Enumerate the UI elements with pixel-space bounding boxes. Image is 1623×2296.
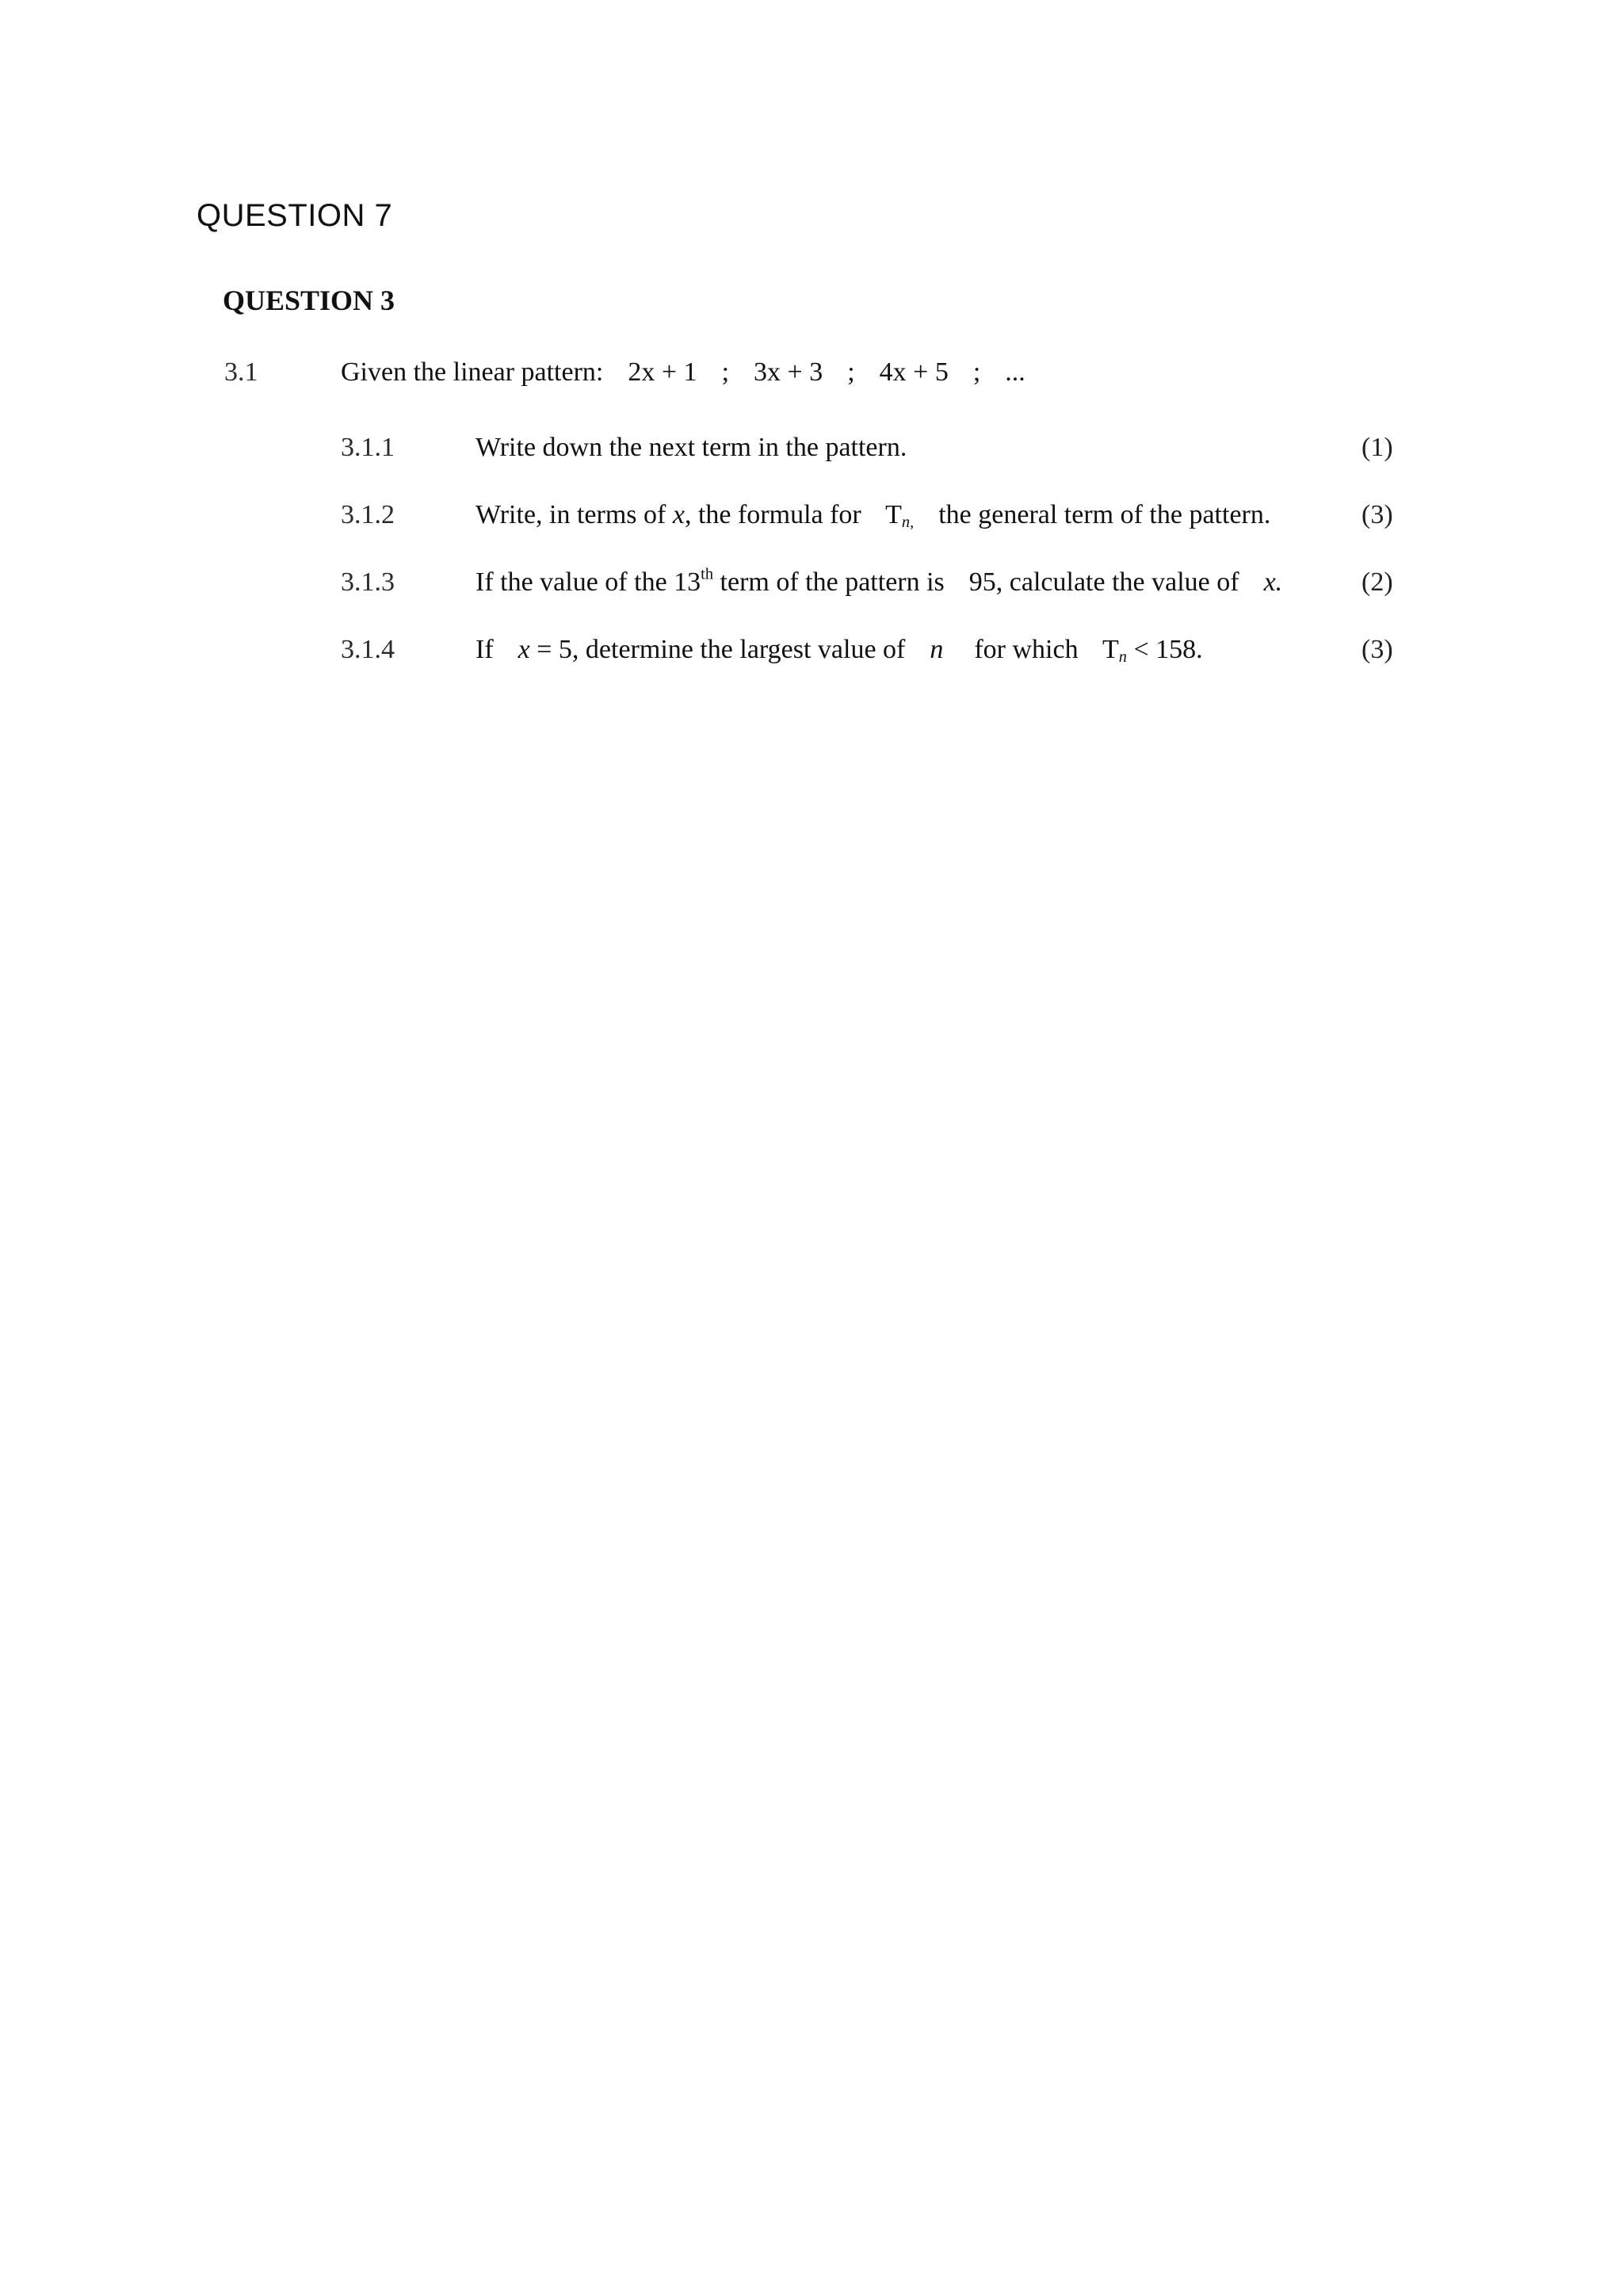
text-segment: = 5, determine the largest value of bbox=[537, 635, 906, 664]
term-symbol: T bbox=[1102, 635, 1119, 664]
subquestion-number: 3.1.1 bbox=[341, 433, 395, 462]
text-segment: , the formula for bbox=[684, 500, 861, 529]
subquestion-number: 3.1.2 bbox=[341, 500, 395, 529]
subquestion-text: Write down the next term in the pattern. bbox=[475, 433, 907, 462]
subquestion-number: 3.1.3 bbox=[341, 567, 395, 597]
pattern-separator: ; bbox=[721, 357, 730, 387]
pattern-ellipsis: ... bbox=[1005, 357, 1025, 387]
general-term-symbol bbox=[1102, 635, 1127, 667]
ordinal-superscript: th bbox=[701, 565, 714, 583]
text-segment: term of the pattern is bbox=[720, 567, 945, 597]
marks-label: (2) bbox=[1361, 567, 1393, 597]
page-heading: QUESTION 7 bbox=[197, 198, 393, 233]
question-item-3-1 bbox=[0, 355, 1623, 395]
term-subscript: n bbox=[1118, 648, 1127, 667]
variable-n: n bbox=[930, 635, 944, 664]
subquestion-3-1-2 bbox=[0, 498, 1623, 537]
term-subscript: n, bbox=[901, 514, 915, 532]
text-segment: for which bbox=[974, 635, 1079, 664]
text-segment: Write, in terms of bbox=[475, 500, 666, 529]
term-value: 95, bbox=[968, 567, 1003, 597]
variable-x: x bbox=[672, 500, 685, 529]
subquestion-3-1-3 bbox=[0, 565, 1623, 605]
pattern-separator: ; bbox=[972, 357, 981, 387]
subquestion-number: 3.1.4 bbox=[341, 635, 395, 664]
text-segment: calculate the value of bbox=[1009, 567, 1239, 597]
marks-label: (1) bbox=[1361, 433, 1393, 462]
marks-label: (3) bbox=[1361, 500, 1393, 529]
subquestion-3-1-4 bbox=[0, 632, 1623, 672]
text-segment: < 158. bbox=[1133, 635, 1203, 664]
term-symbol: T bbox=[885, 500, 902, 529]
pattern-intro: Given the linear pattern: bbox=[341, 357, 604, 387]
variable-x: x bbox=[517, 635, 530, 664]
variable-x: x. bbox=[1263, 567, 1283, 597]
subquestion-3-1-1 bbox=[0, 430, 1623, 470]
subquestion-text bbox=[475, 498, 1270, 533]
subquestion-text bbox=[475, 565, 1282, 600]
question-title: QUESTION 3 bbox=[223, 285, 395, 316]
item-number: 3.1 bbox=[224, 357, 258, 387]
text-segment: If bbox=[475, 635, 494, 664]
pattern-term-1: 2x + 1 bbox=[628, 357, 697, 387]
general-term-symbol bbox=[885, 500, 915, 532]
marks-label: (3) bbox=[1361, 635, 1393, 664]
item-text bbox=[341, 355, 1025, 390]
text-segment: If the value of the 13 bbox=[475, 567, 701, 597]
pattern-term-3: 4x + 5 bbox=[879, 357, 949, 387]
text-segment: the general term of the pattern. bbox=[938, 500, 1271, 529]
pattern-separator: ; bbox=[847, 357, 855, 387]
pattern-term-2: 3x + 3 bbox=[754, 357, 823, 387]
subquestion-text bbox=[475, 632, 1203, 667]
